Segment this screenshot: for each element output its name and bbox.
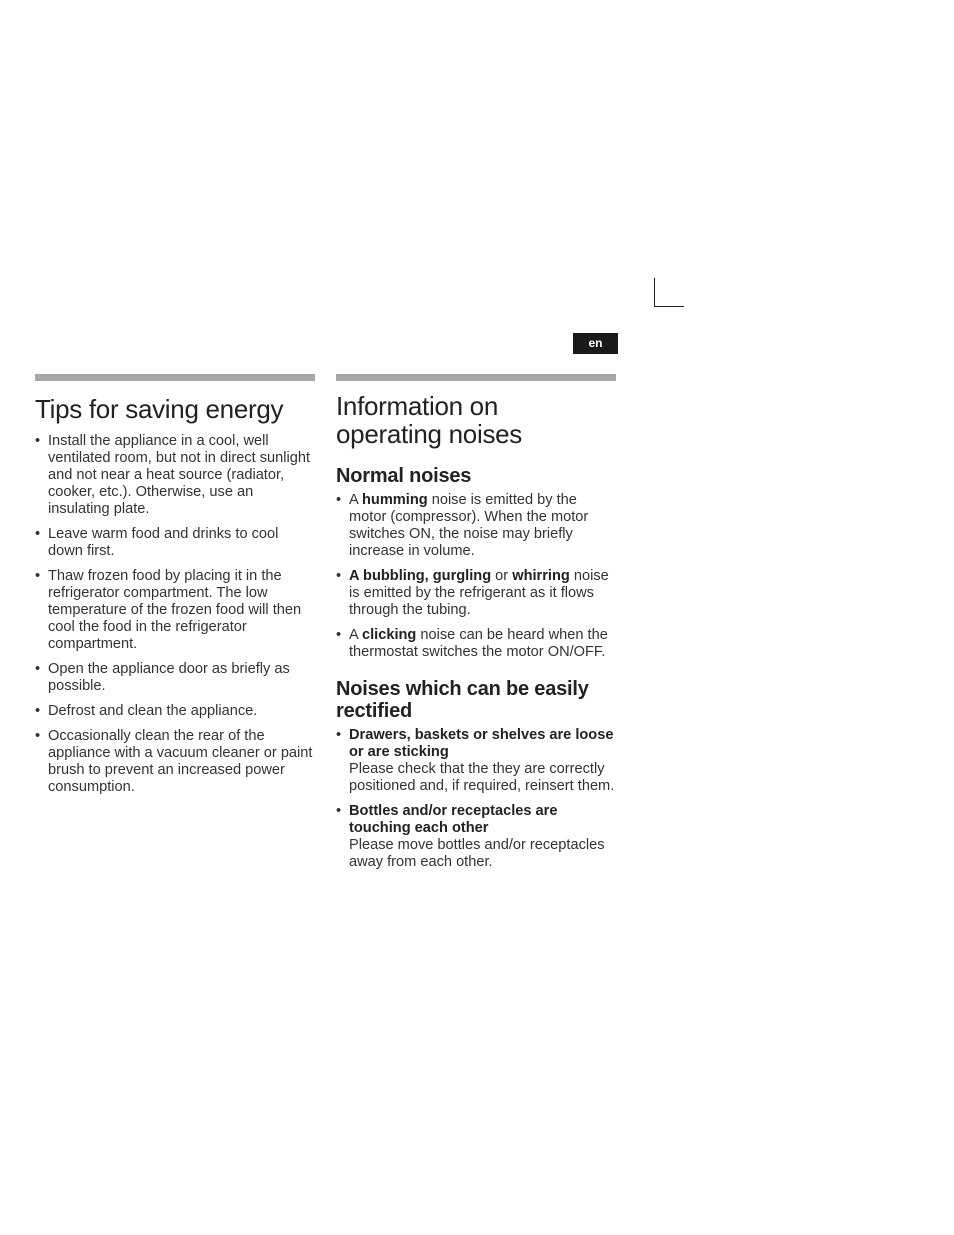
normal-noises-heading: Normal noises: [336, 465, 472, 487]
energy-tips-title: Tips for saving energy: [35, 394, 284, 424]
rectifiable-noises-list: [336, 727, 616, 871]
title-line: Information on: [336, 391, 499, 421]
crop-mark-horizontal: [654, 306, 684, 307]
list-item: • Open the appliance door as briefly as possible.: [35, 661, 315, 695]
list-item: • A clicking noise can be heard when the thermostat switches the motor ON/OFF.: [336, 627, 616, 661]
list-item: • A bubbling, gurgling or whirring noise is emitted by the refrigerant as it flows through the tubing.: [336, 568, 616, 619]
section-rule: [336, 374, 616, 381]
list-item: • A humming noise is emitted by the motor (compressor). When the motor switches ON, the noise may briefly increase in volume.: [336, 492, 616, 560]
energy-tips-list: [35, 433, 315, 796]
language-tab: en: [573, 333, 618, 354]
list-item: • Defrost and clean the appliance.: [35, 703, 315, 720]
operating-noises-title: [336, 392, 616, 448]
list-item: • Bottles and/or receptacles are touching each other Please move bottles and/or receptacles away from each other.: [336, 803, 616, 871]
section-rule: [35, 374, 315, 381]
list-item: • Occasionally clean the rear of the appliance with a vacuum cleaner or paint brush to prevent an increased power consumption.: [35, 728, 315, 796]
list-item: • Drawers, baskets or shelves are loose or are sticking Please check that the they are correctly positioned and, if required, reinsert them.: [336, 727, 616, 795]
rectifiable-noises-heading: Noises which can be easily rectified: [336, 678, 589, 722]
title-line: operating noises: [336, 419, 522, 449]
list-item: • Thaw frozen food by placing it in the refrigerator compartment. The low temperature of the frozen food will then cool the food in the refrigerator compartment.: [35, 568, 315, 653]
list-item: • Install the appliance in a cool, well ventilated room, but not in direct sunlight and not near a heat source (radiator, cooker, etc.). Otherwise, use an insulating plate.: [35, 433, 315, 518]
operating-noises-section: [336, 374, 616, 871]
crop-mark-vertical: [654, 278, 655, 306]
normal-noises-list: [336, 492, 616, 661]
energy-tips-section: [35, 374, 315, 796]
list-item: • Leave warm food and drinks to cool down first.: [35, 526, 315, 560]
